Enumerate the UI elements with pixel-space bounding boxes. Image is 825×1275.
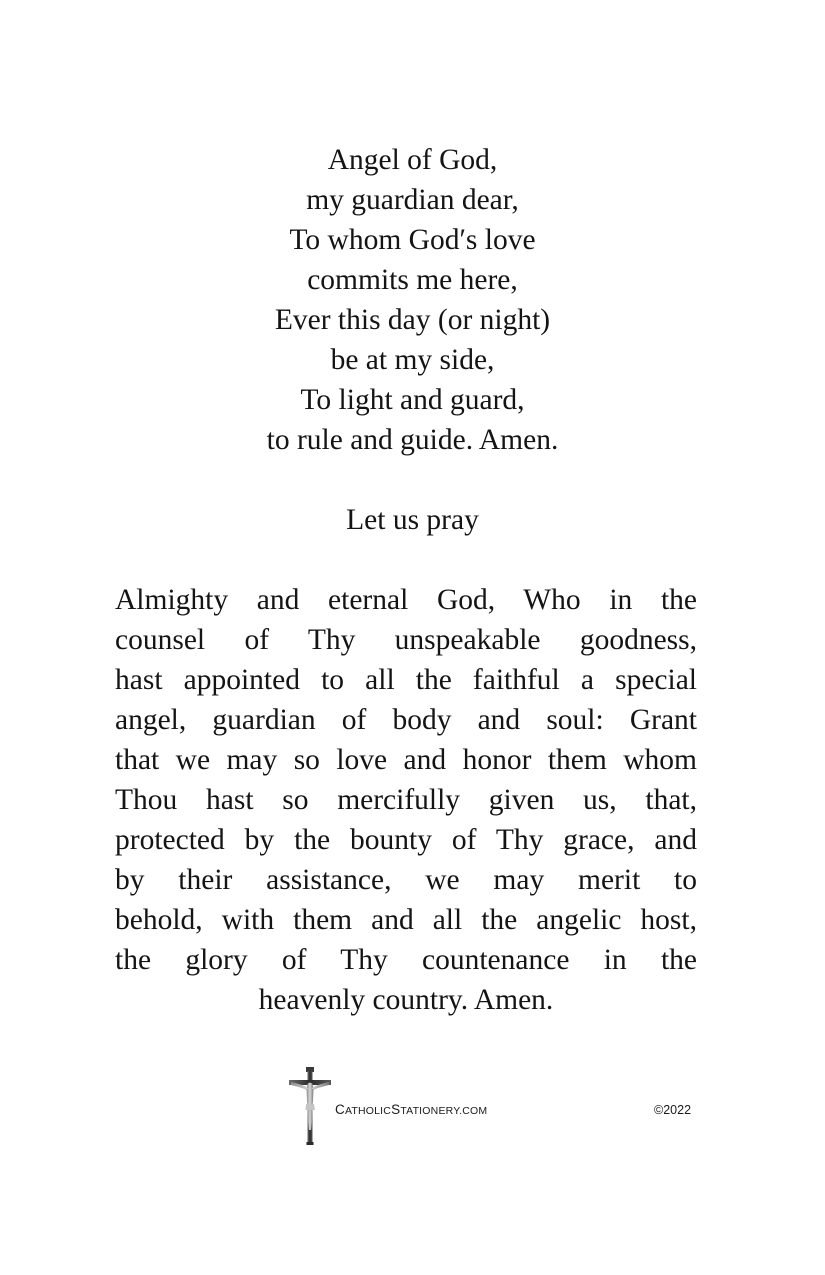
poem-line: To whom God′s love xyxy=(289,224,536,256)
crucifix-icon xyxy=(287,1066,333,1146)
prayer-line: Almighty and eternal God, Who in the xyxy=(115,584,697,616)
prayer-line: that we may so love and honor them whom xyxy=(115,744,697,776)
prayer-line: angel, guardian of body and soul: Grant xyxy=(115,704,697,736)
prayer-line: protected by the bounty of Thy grace, and xyxy=(115,824,697,856)
poem-line: Ever this day (or night) xyxy=(274,304,551,336)
prayer-text xyxy=(115,580,697,1020)
prayer-line: Thou hast so mercifully given us, that, xyxy=(115,784,697,816)
poem-line: be at my side, xyxy=(330,344,495,376)
poem-line: commits me here, xyxy=(307,264,518,296)
website-link[interactable] xyxy=(335,1100,487,1121)
site-initial: C xyxy=(335,1102,345,1117)
site-smallcaps: TATIONERY xyxy=(400,1105,460,1117)
prayer-line: hast appointed to all the faithful a special xyxy=(115,664,697,696)
section-heading: Let us pray xyxy=(346,504,479,536)
site-domain: .COM xyxy=(459,1105,488,1117)
poem-line: To light and guard, xyxy=(300,384,525,416)
poem xyxy=(0,140,825,460)
prayer-line: by their assistance, we may merit to xyxy=(115,864,697,896)
prayer-line: behold, with them and all the angelic host, xyxy=(115,904,697,936)
site-smallcaps: ATHOLIC xyxy=(344,1105,392,1117)
poem-line: my guardian dear, xyxy=(306,184,519,216)
copyright-notice: ©2022 xyxy=(654,1103,692,1117)
prayer-line: counsel of Thy unspeakable goodness, xyxy=(115,624,697,656)
poem-line: Angel of God, xyxy=(327,144,498,176)
site-initial: S xyxy=(391,1102,401,1117)
prayer-line: heavenly country. Amen. xyxy=(258,984,554,1016)
poem-line: to rule and guide. Amen. xyxy=(266,424,559,456)
prayer-line: the glory of Thy countenance in the xyxy=(115,944,697,976)
